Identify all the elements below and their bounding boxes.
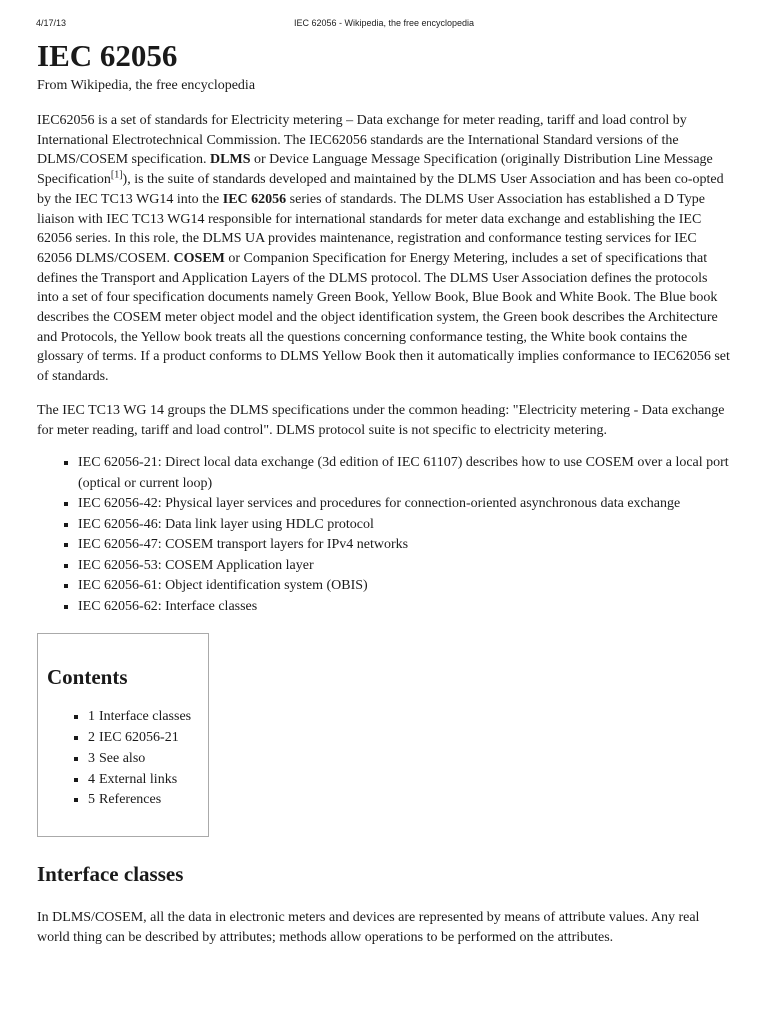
toc-item[interactable] xyxy=(88,749,199,770)
article xyxy=(37,36,732,948)
print-header xyxy=(36,18,732,32)
toc-label: Interface classes xyxy=(99,709,192,725)
site-tagline: From Wikipedia, the free encyclopedia xyxy=(37,78,256,93)
intro-text-2: or Device Language Message Specification (originally Distribution Line Message Specification xyxy=(37,152,713,188)
toc-number: 3 xyxy=(88,750,95,766)
toc-label: External links xyxy=(99,771,178,787)
toc-link-references[interactable] xyxy=(88,792,161,807)
toc-heading: Contents xyxy=(47,665,128,690)
toc-label: See also xyxy=(99,750,146,766)
intro-text-4: series of standards. The DLMS User Association has established a D Type liaison with IEC TC13 WG14 responsible for international standards for meter data exchange and establishing the IEC 62056 series. In this role, the DLMS UA provides maintenance, registration and conformance testing services for IEC 62056 DLMS/COSEM. xyxy=(37,191,705,266)
scope-paragraph: The IEC TC13 WG 14 groups the DLMS specifications under the common heading: "Electricity metering - Data exchange for meter reading, tariff and load control". DLMS protocol suite is not specific to electricity metering. xyxy=(37,402,725,438)
toc-item[interactable] xyxy=(88,790,199,811)
toc-item[interactable] xyxy=(88,728,199,749)
list-item: ▪ IEC 62056-53: COSEM Application layer xyxy=(78,556,732,577)
toc-item[interactable] xyxy=(88,770,199,791)
print-page-title: IEC 62056 - Wikipedia, the free encyclopedia xyxy=(293,18,475,28)
list-item: ▪ IEC 62056-47: COSEM transport layers for IPv4 networks xyxy=(78,535,732,556)
list-item: ▪ IEC 62056-61: Object identification system (OBIS) xyxy=(78,576,732,597)
table-of-contents xyxy=(37,633,209,837)
toc-link-external-links[interactable] xyxy=(88,772,177,787)
interface-classes-paragraph: In DLMS/COSEM, all the data in electronic meters and devices are represented by means of attribute values. Any real world thing can be described by attributes; methods allow operations to be performed on the attributes. xyxy=(37,910,700,945)
term-cosem: COSEM xyxy=(173,250,225,266)
toc-link-interface-classes[interactable] xyxy=(88,709,191,724)
toc-number: 2 xyxy=(88,730,95,746)
toc-number: 1 xyxy=(88,709,95,725)
toc-label: References xyxy=(99,792,162,808)
intro-text-3: ), is the suite of standards developed and maintained by the DLMS User Association and has been co-opted by the IEC TC13 WG14 into the xyxy=(37,172,724,207)
print-date: 4/17/13 xyxy=(36,18,67,28)
toc-item[interactable] xyxy=(88,707,199,728)
intro-paragraph xyxy=(37,111,732,387)
intro-text-5: or Companion Specification for Energy Metering, includes a set of specifications that defines the Transport and Application Layers of the DLMS protocol. The DLMS User Association defines the protocols into a set of four specification documents namely Green Book, Yellow Book, Blue Book and White Book. The Blue book describes the COSEM meter object model and the object identification system, the Green book describes the Architecture and Protocols, the Yellow book treats all the questions concerning conformance testing, the White book contains the glossary of terms. If a product conforms to DLMS Yellow Book then it automatically implies conformance to IEC62056 set of standards. xyxy=(37,250,730,385)
toc-link-see-also[interactable] xyxy=(88,751,145,766)
list-item: ▪ IEC 62056-46: Data link layer using HDLC protocol xyxy=(78,515,732,536)
page-title: IEC 62056 xyxy=(37,38,178,73)
list-item: ▪ IEC 62056-42: Physical layer services and procedures for connection-oriented asynchronous data exchange xyxy=(78,494,732,515)
section-heading-interface-classes: Interface classes xyxy=(37,862,184,887)
list-item: ▪ IEC 62056-62: Interface classes xyxy=(78,597,732,618)
toc-number: 5 xyxy=(88,792,95,808)
reference-link-1[interactable]: [1] xyxy=(110,169,123,181)
toc-list xyxy=(47,707,199,811)
list-item: ▪ IEC 62056-21: Direct local data exchange (3d edition of IEC 61107) describes how to use COSEM over a local port (optical or current loop) xyxy=(78,453,732,494)
standards-list xyxy=(37,453,732,617)
toc-link-iec-62056-21[interactable] xyxy=(88,730,179,745)
toc-number: 4 xyxy=(88,771,95,787)
term-iec-62056: IEC 62056 xyxy=(222,191,287,207)
intro-text-1: IEC62056 is a set of standards for Electricity metering – Data exchange for meter reading, tariff and load control by International Electrotechnical Commission. The IEC62056 standards are the International Standard versions of the DLMS/COSEM specification. xyxy=(37,113,687,168)
term-dlms: DLMS xyxy=(210,152,251,168)
toc-label: IEC 62056-21 xyxy=(99,730,179,746)
